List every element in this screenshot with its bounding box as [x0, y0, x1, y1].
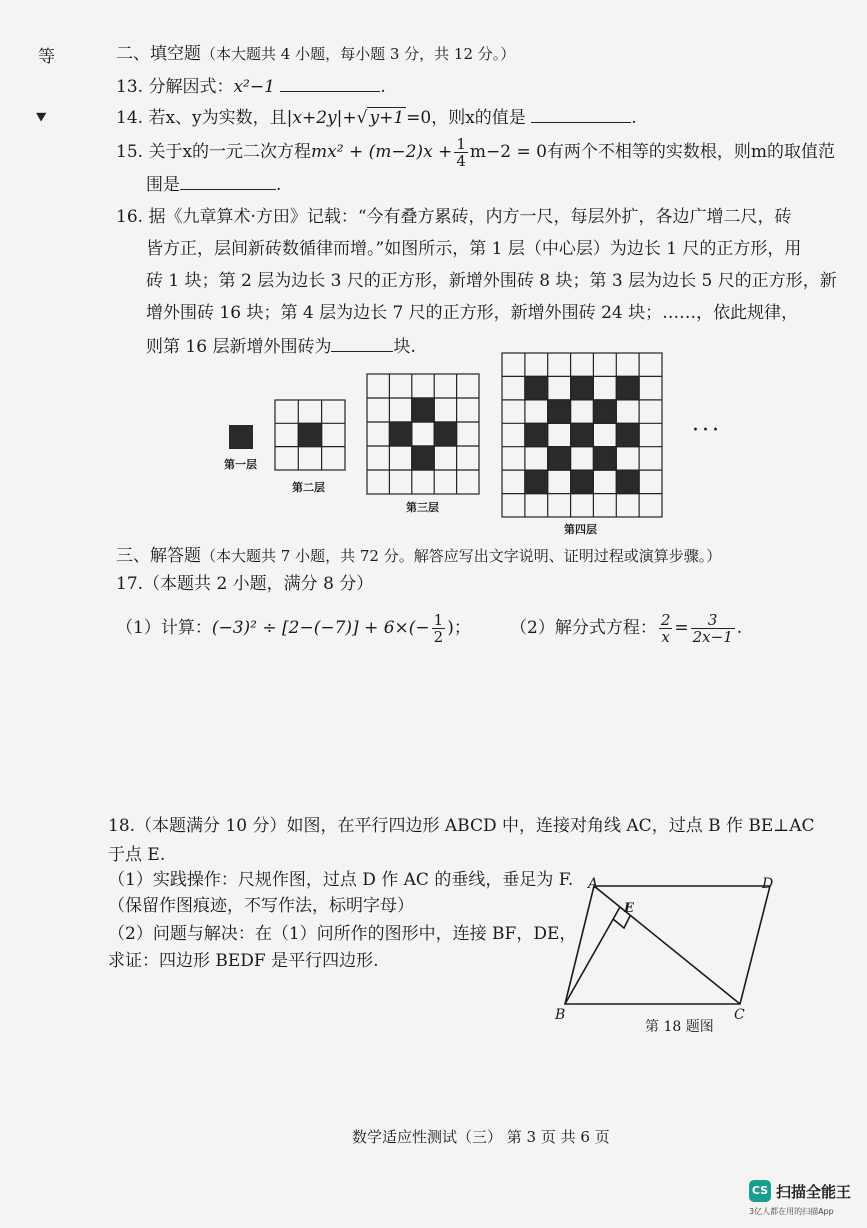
q14-sqrt: y+1: [369, 108, 405, 128]
q13-text: 分解因式：: [148, 77, 234, 97]
question-13: 13. 分解因式：x²−1 .: [116, 73, 386, 99]
question-14: 14. 若x、y为实数，且|x+2y|+√ y+1 =0，则x的值是 .: [116, 104, 637, 130]
q18-figure-caption: 第 18 题图: [645, 1019, 714, 1035]
q15-line2: 围是: [146, 175, 180, 195]
page-footer: 数学适应性测试（三） 第 3 页 共 6 页: [352, 1128, 610, 1146]
section2-header: [116, 42, 515, 66]
scanner-logo-icon: CS: [749, 1180, 771, 1202]
diagonal-ac: [594, 886, 740, 1004]
q18-line-1: 18.（本题满分 10 分）如图，在平行四边形 ABCD 中，连接对角线 AC，过点 B 作 BE⊥AC: [108, 816, 815, 836]
caption-layer3: 第三层: [406, 501, 439, 514]
section3-header: [116, 544, 721, 568]
q15-eq1: mx² + (m−2)x +: [311, 142, 453, 162]
q17-p1-frac-num: 1: [433, 611, 444, 629]
label-c: C: [734, 1007, 745, 1023]
section2-title: 二、填空题: [116, 44, 201, 64]
q16-line-1: [116, 205, 792, 229]
q18-line-2: 于点 E.: [108, 845, 166, 865]
segment-be: [565, 907, 620, 1004]
q16-text-2: 皆方正，层间新砖数循律而增。”如图所示，第 1 层（中心层）为边长 1 尺的正方形，用: [146, 239, 802, 259]
q13-number: 13.: [116, 77, 144, 97]
question-15-line2: [146, 171, 281, 197]
margin-arrow-icon: [36, 108, 49, 121]
q14-end: .: [631, 108, 637, 128]
q18-line-6: 求证：四边形 BEDF 是平行四边形.: [108, 951, 379, 971]
q18-line-5: （2）问题与解决：在（1）问所作的图形中，连接 BF，DE，: [108, 924, 577, 944]
q15-frac-num: 1: [456, 135, 466, 153]
q13-answer-blank[interactable]: [280, 73, 380, 92]
label-b: B: [555, 1007, 566, 1023]
layer4-grid: [502, 353, 662, 517]
q15-eq2: m−2 = 0有两个不相等的实数根，则m的取值范: [469, 142, 836, 162]
q17-p1-label: （1）计算：: [116, 618, 212, 638]
q15-answer-blank[interactable]: [180, 171, 276, 190]
q14-number: 14.: [116, 108, 144, 128]
q16-last-post: 块.: [393, 337, 416, 357]
q17-p2-left-den: x: [661, 628, 670, 646]
label-a: A: [588, 876, 599, 892]
q17-p2-end: .: [736, 618, 743, 638]
q17-p2-right-num: 3: [691, 612, 735, 629]
q16-last-pre: 则第 16 层新增外围砖为: [146, 337, 332, 357]
q15-end: .: [276, 175, 282, 195]
q14-answer-blank[interactable]: [531, 104, 631, 123]
question-15: [116, 136, 835, 169]
q15-number: 15.: [116, 142, 144, 162]
label-d: D: [762, 876, 774, 892]
figure-ellipsis: ···: [692, 418, 722, 443]
q17-p2-left-num: 2: [660, 611, 671, 629]
layer3-grid: [367, 374, 479, 494]
brick-layers-figure: [220, 350, 700, 535]
q14-pre: 若x、y为实数，且: [148, 108, 287, 128]
q16-text-4: 增外围砖 16 块；第 4 层为边长 7 尺的正方形，新增外围砖 24 块；……，依此规律，: [146, 303, 799, 323]
scanner-app-name: 扫描全能王: [776, 1183, 852, 1201]
layer1-brick: [229, 425, 253, 449]
scanner-app-tagline: 3亿人都在用的扫描App: [749, 1207, 834, 1216]
section3-note: （本大题共 7 小题，共 72 分。解答应写出文字说明、证明过程或演算步骤。）: [201, 547, 722, 565]
caption-layer4: 第四层: [564, 523, 597, 536]
q16-text-3: 砖 1 块；第 2 层为边长 3 尺的正方形，新增外围砖 8 块；第 3 层为边长 5 尺的正方形，新: [146, 271, 837, 291]
label-e: E: [624, 901, 634, 916]
q17-part1: [116, 612, 471, 645]
margin-mark: 等: [38, 47, 55, 67]
q15-frac-den: 4: [456, 152, 466, 170]
q18-line-3: （1）实践操作：尺规作图，过点 D 作 AC 的垂线，垂足为 F.: [108, 870, 574, 890]
q17-p1-frac-den: 2: [433, 628, 444, 646]
q17-p2-eq: =: [674, 618, 689, 638]
parallelogram-figure: [550, 868, 790, 1038]
q18-line-4: （保留作图痕迹，不写作法，标明字母）: [108, 896, 414, 916]
q15-pre: 关于x的一元二次方程: [148, 142, 312, 162]
q16-text-1: 据《九章算术·方田》记载：“今有叠方累砖，内方一尺，每层外扩，各边广增二尺，砖: [148, 207, 792, 227]
q17-p2-right-den: 2x−1: [692, 628, 733, 646]
q13-expr: x²−1: [233, 77, 275, 97]
q17-p2-label: （2）解分式方程：: [510, 618, 657, 638]
q14-plus: +: [342, 108, 357, 128]
section2-note: （本大题共 4 小题，每小题 3 分，共 12 分。）: [201, 45, 516, 63]
q17-p1-end: )；: [447, 618, 471, 638]
q16-number: 16.: [116, 207, 144, 227]
section3-title: 三、解答题: [116, 546, 201, 566]
caption-layer1: 第一层: [224, 458, 257, 471]
q17-p1-expr: (−3)² ÷ [2−(−7)] + 6×(−: [211, 618, 430, 638]
caption-layer2: 第二层: [292, 481, 325, 494]
q14-eq: =0，则x的值是: [406, 108, 526, 128]
q17-part2: [510, 612, 742, 645]
q17-header: 17.（本题共 2 小题，满分 8 分）: [116, 574, 374, 594]
q14-abs: |x+2y|: [286, 108, 343, 128]
layer2-grid: [275, 400, 345, 470]
